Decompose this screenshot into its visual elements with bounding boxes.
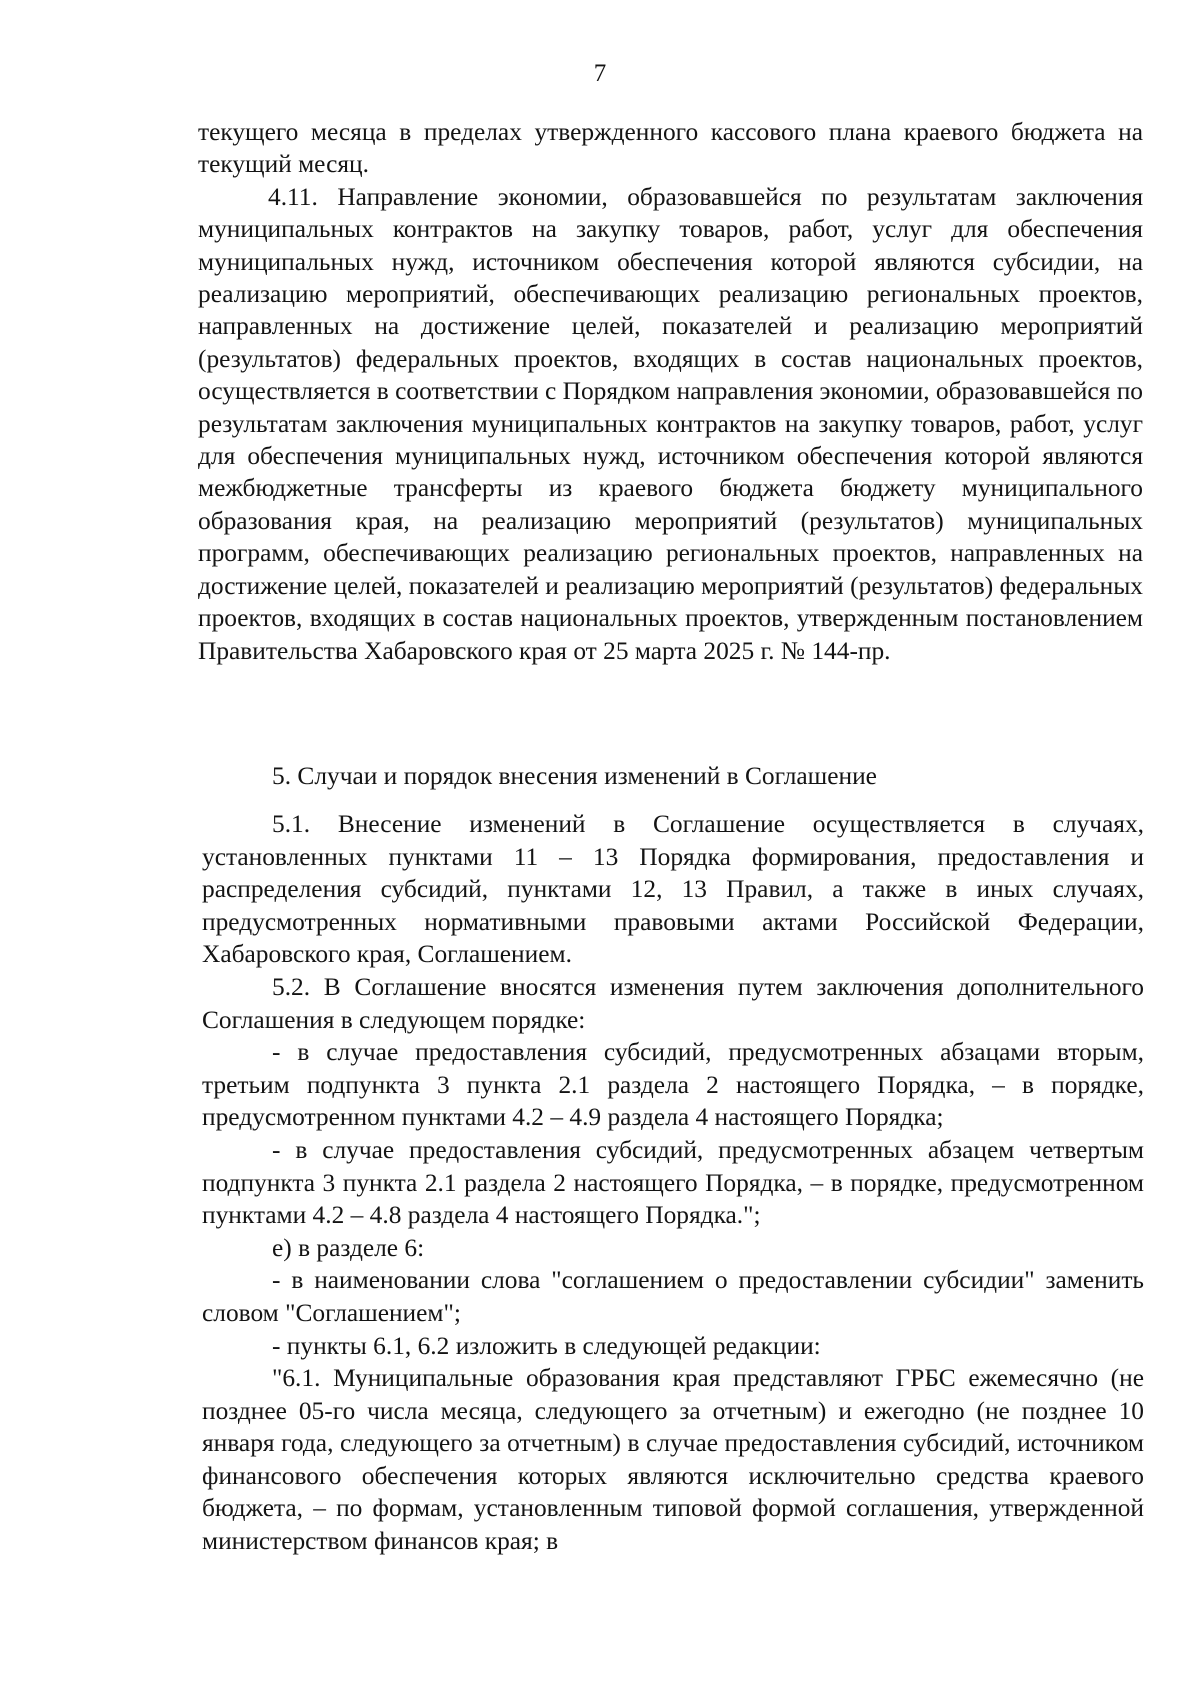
paragraph-6-1: "6.1. Муниципальные образования края представляют ГРБС ежемесячно (не позднее 05-го числа месяца, следующего за отчетным) и ежегодно (не позднее 10 января года, следующего за отчетным) в случае предоставления субсидий, источником финансового обеспечения которых являются исключительно средства краевого бюджета, – по формам, установленным типовой формой соглашения, утвержденной министерством финансов края; в xyxy=(202,1364,1144,1556)
paragraph-item-e: е) в разделе 6: xyxy=(272,1233,425,1262)
paragraph-bullet-4: - пункты 6.1, 6.2 изложить в следующей редакции: xyxy=(272,1331,821,1360)
page-number: 7 xyxy=(593,60,607,87)
paragraph-bullet-2: - в случае предоставления субсидий, предусмотренных абзацем четвертым подпункта 3 пункта 2.1 раздела 2 настоящего Порядка, – в порядке, предусмотренном пунктами 4.2 – 4.8 раздела 4 настоящего Порядка."; xyxy=(202,1135,1144,1230)
paragraph-continuation: текущего месяца в пределах утвержденного кассового плана краевого бюджета на текущий месяц. xyxy=(198,118,1143,179)
document-body-top xyxy=(198,116,1143,667)
document-body-bottom xyxy=(202,808,1144,1558)
paragraph-4-11: 4.11. Направление экономии, образовавшейся по результатам заключения муниципальных контрактов на закупку товаров, работ, услуг для обеспечения муниципальных нужд, источником обеспечения которой являются субсидии, на реализацию мероприятий, обеспечивающих реализацию региональных проектов, направленных на достижение целей, показателей и реализацию мероприятий (результатов) федеральных проектов, входящих в состав национальных проектов, осуществляется в соответствии с Порядком направления экономии, образовавшейся по результатам заключения муниципальных контрактов на закупку товаров, работ, услуг для обеспечения муниципальных нужд, источником обеспечения которой являются межбюджетные трансферты из краевого бюджета бюджету муниципального образования края, на реализацию мероприятий (результатов) муниципальных программ, обеспечивающих реализацию региональных проектов, направленных на достижение целей, показателей и реализацию мероприятий (результатов) федеральных проектов, входящих в состав национальных проектов, утвержденным постановлением Правительства Хабаровского края от 25 марта 2025 г. № 144-пр. xyxy=(198,182,1143,665)
paragraph-bullet-1: - в случае предоставления субсидий, предусмотренных абзацами вторым, третьим подпункта 3 пункта 2.1 раздела 2 настоящего Порядка, – в порядке, предусмотренном пунктами 4.2 – 4.9 раздела 4 настоящего Порядка; xyxy=(202,1038,1144,1132)
section-heading: 5. Случаи и порядок внесения изменений в Соглашение xyxy=(272,762,877,790)
paragraph-bullet-3: - в наименовании слова "соглашением о предоставлении субсидии" заменить словом "Соглашением"; xyxy=(202,1266,1144,1327)
paragraph-5-1: 5.1. Внесение изменений в Соглашение осуществляется в случаях, установленных пунктами 11 – 13 Порядка формирования, предоставления и распределения субсидий, пунктами 12, 13 Правил, а также в иных случаях, предусмотренных нормативными правовыми актами Российской Федерации, Хабаровского края, Соглашением. xyxy=(202,810,1144,969)
paragraph-5-2: 5.2. В Соглашение вносятся изменения путем заключения дополнительного Соглашения в следующем порядке: xyxy=(202,972,1144,1034)
